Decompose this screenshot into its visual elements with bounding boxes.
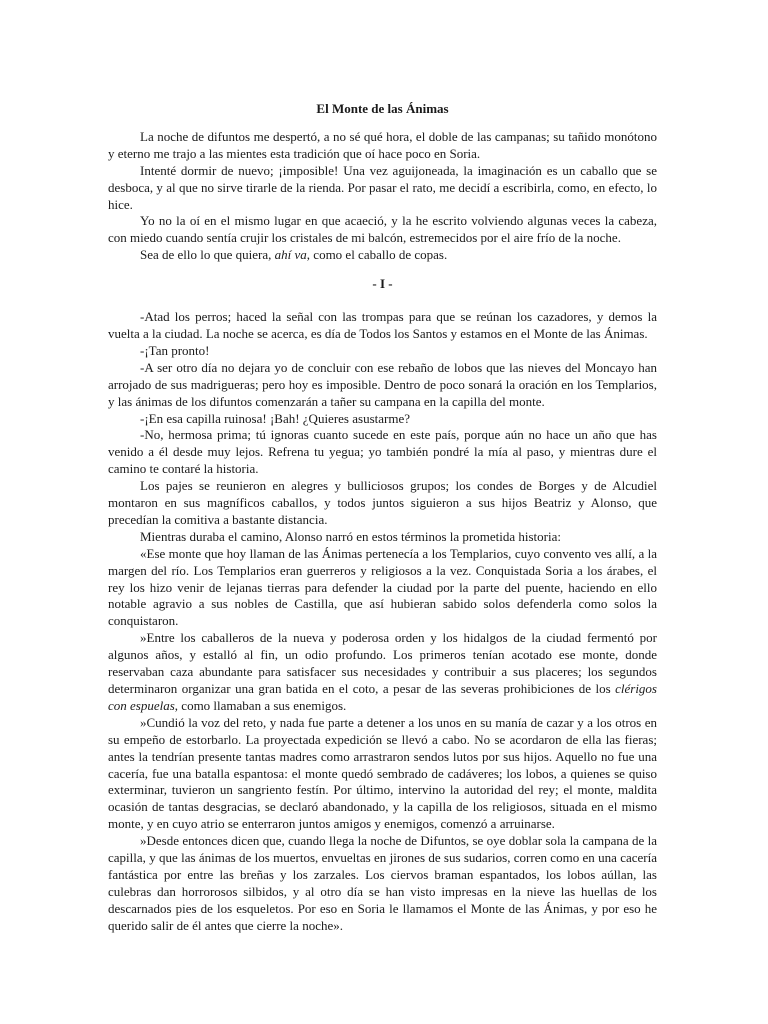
paragraph: La noche de difuntos me despertó, a no sé qué hora, el doble de las campanas; su tañido monótono y eterno me trajo a las mientes esta tradición que oí hace poco en Soria. [108,128,657,161]
paragraph: Los pajes se reunieron en alegres y bulliciosos grupos; los condes de Borges y de Alcudiel montaron en sus magníficos caballos, y todos juntos siguieron a sus hijos Beatriz y Alonso, que precedían la comitiva a bastante distancia. [108,478,657,527]
text-run: »Entre los caballeros de la nueva y poderosa orden y los hidalgos de la ciudad fermentó por algunos años, y estalló al fin, un odio profundo. Los primeros tenían acotado ese monte, donde reservaban caza abundante para satisfacer sus necesidades y contribuir a sus placeres; los segundos determinaron organizar una gran batida en el coto, a pesar de las severas prohibiciones de los [108,630,657,696]
paragraph: »Cundió la voz del reto, y nada fue parte a detener a los unos en su manía de cazar y a los otros en su empeño de estorbarlo. La proyectada expedición se llevó a cabo. No se acordaron de ella las fieras; antes la tendrían presente tantas madres como arrastraron sendos lutos por sus hijos. Aquello no fue una cacería, fue una batalla espantosa: el monte quedó sembrado de cadáveres; los lobos, a quienes se quiso exterminar, tuvieron un sangriento festín. Por último, intervino la autoridad del rey; el monte, maldita ocasión de tantas desgracias, se declaró abandonado, y la capilla de los religiosos, situada en el mismo monte, y en cuyo atrio se enterraron juntos amigos y enemigos, comenzó a arruinarse. [108,714,657,832]
document-title: El Monte de las Ánimas [316,101,449,116]
italic-text: ahí va [274,247,307,263]
paragraph: -A ser otro día no dejara yo de concluir con ese rebaño de lobos que las nieves del Moncayo han arrojado de sus madrigueras; pero hoy es imposible. Dentro de poco sonará la oración en los Templarios, y las ánimas de los difuntos comenzarán a tañer su campana en la capilla del monte. [108,359,657,409]
paragraph [108,630,657,715]
paragraph: -No, hermosa prima; tú ignoras cuanto sucede en este país, porque aún no hace un año que has venido a él desde muy lejos. Refrena tu yegua; yo también pondré la mía al paso, y mientras dure el camino te contaré la historia. [108,427,657,477]
text-run: , como el caballo de copas. [306,247,448,263]
paragraph: -¡En esa capilla ruinosa! ¡Bah! ¿Quieres asustarme? [140,410,410,426]
paragraph [108,247,657,264]
document-page [108,101,657,935]
italic-text: clérigos con espuelas [108,681,657,713]
paragraph: Mientras duraba el camino, Alonso narró en estos términos la prometida historia: [140,528,561,544]
paragraph: Intenté dormir de nuevo; ¡imposible! Una vez aguijoneada, la imaginación es un caballo que se desboca, y al que no sirve tirarle de la rienda. Por pasar el rato, me decidí a escribirla, como, en efecto, lo hice. [108,162,657,212]
text-run: Sea de ello lo que quiera, [140,247,275,263]
paragraph: «Ese monte que hoy llaman de las Ánimas pertenecía a los Templarios, cuyo convento ves allí, a la margen del río. Los Templarios eran guerreros y religiosos a la vez. Conquistada Soria a los árabes, el rey los hizo venir de lejanas tierras para defender la ciudad por la parte del puente, haciendo en ello notable agravio a sus nobles de Castilla, que así hubieran sabido solos defenderla como solos la conquistaron. [108,545,657,629]
paragraph: Yo no la oí en el mismo lugar en que acaeció, y la he escrito volviendo algunas veces la cabeza, con miedo cuando sentía crujir los cristales de mi balcón, estremecidos por el aire frío de la noche. [108,213,657,246]
paragraph: -¡Tan pronto! [140,342,210,358]
paragraph: -Atad los perros; haced la señal con las trompas para que se reúnan los cazadores, y demos la vuelta a la ciudad. La noche se acerca, es día de Todos los Santos y estamos en el Monte de las Ánimas. [108,309,657,341]
paragraph: »Desde entonces dicen que, cuando llega la noche de Difuntos, se oye doblar sola la campana de la capilla, y que las ánimas de los muertos, envueltas en jirones de sus sudarios, corren como en una cacería fantástica por entre las breñas y los zarzales. Los ciervos braman espantados, los lobos aúllan, las culebras dan horrorosos silbidos, y al otro día se han visto impresas en la nieve las huellas de los descarnados pies de los esqueletos. Por eso en Soria le llamamos el Monte de las Ánimas, y por eso he querido salir de él antes que cierre la noche». [108,833,657,933]
text-run: , como llamaban a sus enemigos. [174,697,347,713]
section-heading: - I - [372,276,393,292]
